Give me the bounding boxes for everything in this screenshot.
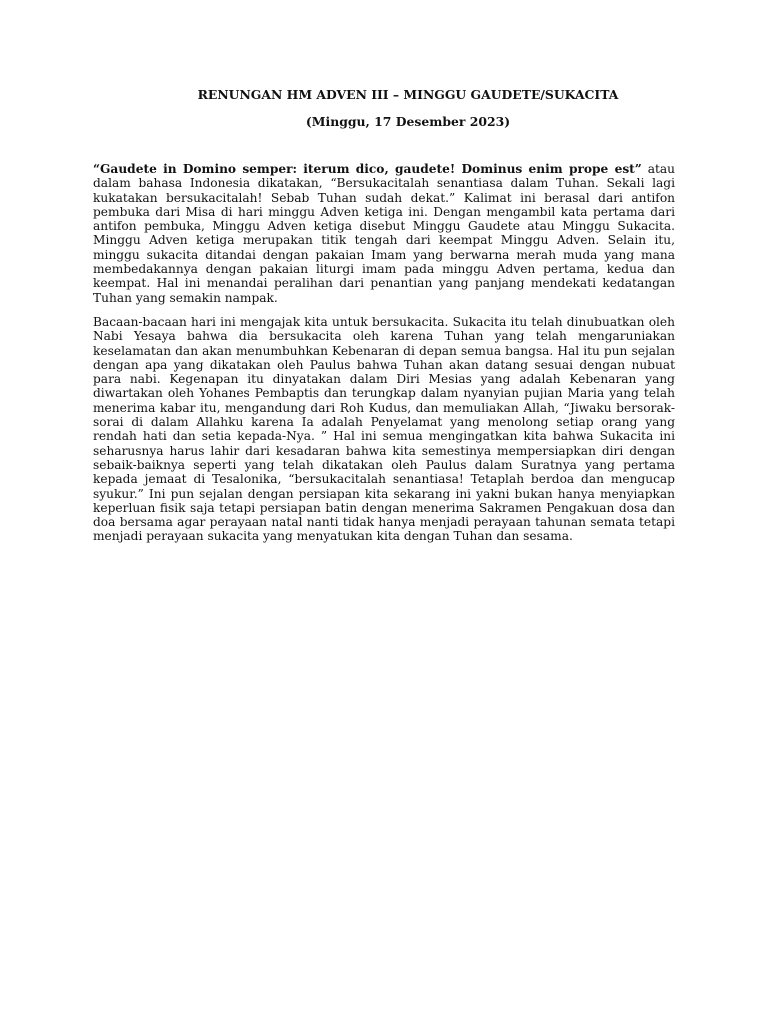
document-title: RENUNGAN HM ADVEN III – MINGGU GAUDETE/SUKACITA — [197, 87, 619, 102]
paragraph-2: Bacaan-bacaan hari ini mengajak kita untuk bersukacita. Sukacita itu telah dinubuatkan oleh Nabi Yesaya bahwa dia bersukacita oleh karena Tuhan yang telah mengaruniakan keselamatan dan akan menumbuhkan Kebenaran di depan semua bangsa. Hal itu pun sejalan dengan apa yang dikatakan oleh Paulus bahwa Tuhan akan datang sesuai dengan nubuat para nabi. Kegenapan itu dinyatakan dalam Diri Mesias yang adalah Kebenaran yang diwartakan oleh Yohanes Pembaptis dan terungkap dalam nyanyian pujian Maria yang telah menerima kabar itu, mengandung dari Roh Kudus, dan memuliakan Allah, “Jiwaku bersorak-sorai di dalam Allahku karena Ia adalah Penyelamat yang menolong setiap orang yang rendah hati dan setia kepada-Nya. ” Hal ini semua mengingatkan kita bahwa Sukacita ini seharusnya harus lahir dari kesadaran bahwa kita semestinya mempersiapkan diri dengan sebaik-baiknya seperti yang telah dikatakan oleh Paulus dalam Suratnya yang pertama kepada jemaat di Tesalonika, “bersukacitalah senantiasa! Tetaplah berdoa dan mengucap syukur.” Ini pun sejalan dengan persiapan kita sekarang ini yakni bukan hanya menyiapkan keperluan fisik saja tetapi persiapan batin dengan menerima Sakramen Pengakuan dosa dan doa bersama agar perayaan natal nanti tidak hanya menjadi perayaan tahunan semata tetapi menjadi perayaan sukacita yang menyatukan kita dengan Tuhan dan sesama. — [93, 314, 675, 544]
document-page — [93, 86, 675, 544]
paragraph-1-text: atau dalam bahasa Indonesia dikatakan, “Bersukacitalah senantiasa dalam Tuhan. Sekali lagi kukatakan bersukacitalah! Sebab Tuhan sudah dekat.” Kalimat ini berasal dari antifon pembuka dari Misa di hari minggu Adven ketiga ini. Dengan mengambil kata pertama dari antifon pembuka, Minggu Adven ketiga disebut Minggu Gaudete atau Minggu Sukacita. Minggu Adven ketiga merupakan titik tengah dari keempat Minggu Adven. Selain itu, minggu sukacita ditandai dengan pakaian Imam yang berwarna merah muda yang mana membedakannya dengan pakaian liturgi imam pada minggu Adven pertama, kedua dan keempat. Hal ini menandai peralihan dari penantian yang panjang mendekati kedatangan Tuhan yang semakin nampak. — [93, 162, 675, 305]
paragraph-1 — [93, 162, 675, 305]
latin-quote: “Gaudete in Domino semper: iterum dico, gaudete! Dominus enim prope est” — [93, 162, 642, 176]
document-body — [93, 162, 675, 544]
document-date: (Minggu, 17 Desember 2023) — [305, 114, 511, 129]
